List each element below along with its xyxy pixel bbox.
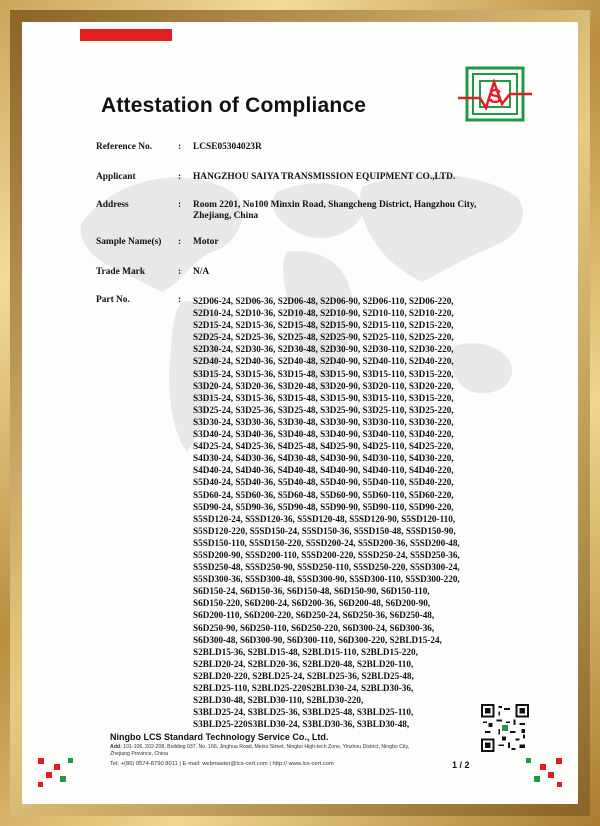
part-number-line: S6D250-90, S6D250-110, S6D250-220, S6D300-24, S6D300-36,: [193, 622, 435, 633]
web-label: http://: [272, 761, 287, 767]
part-number-line: S2D25-24, S2D25-36, S2D25-48, S2D25-90, S2D25-110, S2D25-220,: [193, 332, 454, 343]
part-number-line: S5SD120-220, S5SD150-24, S5SD150-36, S5SD150-48, S5SD150-90,: [193, 525, 456, 536]
company-address: [110, 744, 410, 758]
dots-decoration-left: [38, 758, 78, 792]
part-number-line: S3D20-24, S3D20-36, S3D20-48, S3D20-90, S3D20-110, S3D20-220,: [193, 380, 454, 391]
document-title: Attestation of Compliance: [101, 94, 367, 117]
svg-text:S: S: [488, 86, 502, 108]
part-number-line: S2D06-24, S2D06-36, S2D06-48, S2D06-90, S2D06-110, S2D06-220,: [193, 296, 454, 306]
dots-decoration-right: [522, 758, 562, 792]
field-value: N/A: [193, 267, 210, 277]
part-number-line: S6D200-110, S6D200-220, S6D250-24, S6D250-36, S6D250-48,: [193, 610, 435, 621]
part-number-line: S6D150-220, S6D200-24, S6D200-36, S6D200-48, S6D200-90,: [193, 598, 431, 609]
field-label: Reference No.: [96, 142, 153, 152]
part-number-line: S3D40-24, S3D40-36, S3D40-48, S3D40-90, S3D40-110, S3D40-220,: [193, 429, 454, 440]
part-number-line: S3D15-24, S3D15-36, S3D15-48, S3D15-90, S3D15-110, S3D15-220,: [193, 368, 454, 379]
part-number-line: S6D300-48, S6D300-90, S6D300-110, S6D300-220, S2BLD15-24,: [193, 634, 442, 645]
part-number-line: S2D10-24, S2D10-36, S2D10-48, S2D10-90, S2D10-110, S2D10-220,: [193, 308, 454, 319]
part-number-line: S4D25-24, S4D25-36, S4D25-48, S4D25-90, S4D25-110, S4D25-220,: [193, 441, 454, 452]
part-number-line: S2D40-24, S2D40-36, S2D40-48, S2D40-90, S2D40-110, S2D40-220,: [193, 356, 454, 367]
part-number-line: S5SD250-48, S5SD250-90, S5SD250-110, S5SD250-220, S5SD300-24,: [193, 562, 460, 573]
footer: [110, 732, 328, 742]
field-label: Address: [96, 200, 129, 210]
part-number-line: S3BLD25-24, S3BLD25-36, S3BLD25-48, S3BLD25-110,: [193, 707, 414, 718]
email-label: E-mail:: [182, 761, 201, 767]
address-label: Add:: [110, 744, 122, 750]
field-label: Sample Name(s): [96, 237, 162, 247]
part-number-line: S5D60-24, S5D60-36, S5D60-48, S5D60-90, S5D60-110, S5D60-220,: [193, 489, 454, 500]
field-colon: :: [178, 200, 182, 210]
part-number-line: S2BLD25-110, S2BLD25-220S2BLD30-24, S2BLD30-36,: [193, 683, 414, 693]
field-label: Part No.: [96, 295, 130, 305]
field-value: HANGZHOU SAIYA TRANSMISSION EQUIPMENT CO.,LTD.: [193, 172, 456, 182]
part-number-line: S2D15-24, S2D15-36, S2D15-48, S2D15-90, S2D15-110, S2D15-220,: [193, 320, 454, 331]
part-number-line: S4D30-24, S4D30-36, S4D30-48, S4D30-90, S4D30-110, S4D30-220,: [193, 453, 454, 464]
part-number-line: S5SD200-90, S5SD200-110, S5SD200-220, S5SD250-24, S5SD250-36,: [193, 549, 460, 560]
part-number-line: S5SD300-36, S5SD300-48, S5SD300-90, S5SD300-110, S5SD300-220,: [193, 574, 460, 585]
field-colon: :: [178, 267, 182, 277]
field-value: Motor: [193, 237, 219, 247]
separator: |: [179, 761, 181, 767]
separator: |: [269, 761, 271, 767]
field-colon: :: [178, 295, 182, 305]
top-red-bar: [80, 29, 172, 41]
part-number-line: S4D40-24, S4D40-36, S4D40-48, S4D40-90, S4D40-110, S4D40-220,: [193, 465, 454, 476]
part-number-line: S3D25-24, S3D25-36, S3D25-48, S3D25-90, S3D25-110, S3D25-220,: [193, 404, 454, 415]
email-link[interactable]: webmaster@lcs-cert.com: [202, 761, 268, 767]
company-name: Ningbo LCS Standard Technology Service Co., Ltd.: [110, 732, 329, 742]
part-number-line: S2BLD20-24, S2BLD20-36, S2BLD20-48, S2BLD20-110,: [193, 658, 414, 669]
website-link[interactable]: www.lcs-cert.com: [288, 761, 334, 767]
part-number-line: S5SD120-24, S5SD120-36, S5SD120-48, S5SD120-90, S5SD120-110,: [193, 513, 456, 524]
qr-code-icon: [481, 704, 529, 752]
part-number-line: S2BLD20-220, S2BLD25-24, S2BLD25-36, S2BLD25-48,: [193, 670, 414, 681]
part-number-line: S3D30-24, S3D30-36, S3D30-48, S3D30-90, S3D30-110, S3D30-220,: [193, 416, 454, 427]
page-number: 1 / 2: [452, 760, 470, 770]
field-colon: :: [178, 142, 182, 152]
part-number-line: S3BLD25-220S3BLD30-24, S3BLD30-36, S3BLD30-48,: [193, 719, 410, 730]
part-number-line: S5SD150-110, S5SD150-220, S5SD200-24, S5SD200-36, S5SD200-48,: [193, 537, 460, 548]
field-label: Trade Mark: [96, 267, 146, 277]
certificate-page: [22, 22, 578, 804]
part-number-line: S2D30-24, S2D30-36, S2D30-48, S2D30-90, S2D30-110, S2D30-220,: [193, 344, 454, 355]
part-number-line: S2BLD30-48, S2BLD30-110, S2BLD30-220,: [193, 695, 364, 706]
field-value: Room 2201, No100 Minxin Road, Shangcheng District, Hangzhou City, Zhejiang, China: [193, 200, 477, 221]
field-label: Applicant: [96, 172, 136, 182]
tel-value: +(86) 0574-8790 8011: [120, 761, 178, 767]
field-value: LCSE05304023R: [193, 142, 262, 152]
part-number-line: S6D150-24, S6D150-36, S6D150-48, S6D150-90, S6D150-110,: [193, 586, 430, 597]
tel-label: Tel:: [110, 761, 120, 767]
part-number-line: S3D15-24, S3D15-36, S3D15-48, S3D15-90, S3D15-110, S3D15-220,: [193, 392, 454, 403]
address-text: 101-106, 202-208, Building 037, No. 166, Jinghua Road, Meixu Street, Ningbo High-tech Zone, Yinzhou District, Ningbo City, Zhejiang Province, China: [110, 744, 410, 757]
contact-line: [110, 761, 334, 767]
lcs-logo-icon: [458, 64, 532, 128]
field-colon: :: [178, 172, 182, 182]
part-number-line: S5D40-24, S5D40-36, S5D40-48, S5D40-90, S5D40-110, S5D40-220,: [193, 477, 454, 488]
part-number-line: S5D90-24, S5D90-36, S5D90-48, S5D90-90, S5D90-110, S5D90-220,: [193, 501, 454, 512]
field-colon: :: [178, 237, 182, 247]
part-number-line: S2BLD15-36, S2BLD15-48, S2BLD15-110, S2BLD15-220,: [193, 646, 418, 657]
part-number-list: [193, 295, 508, 730]
